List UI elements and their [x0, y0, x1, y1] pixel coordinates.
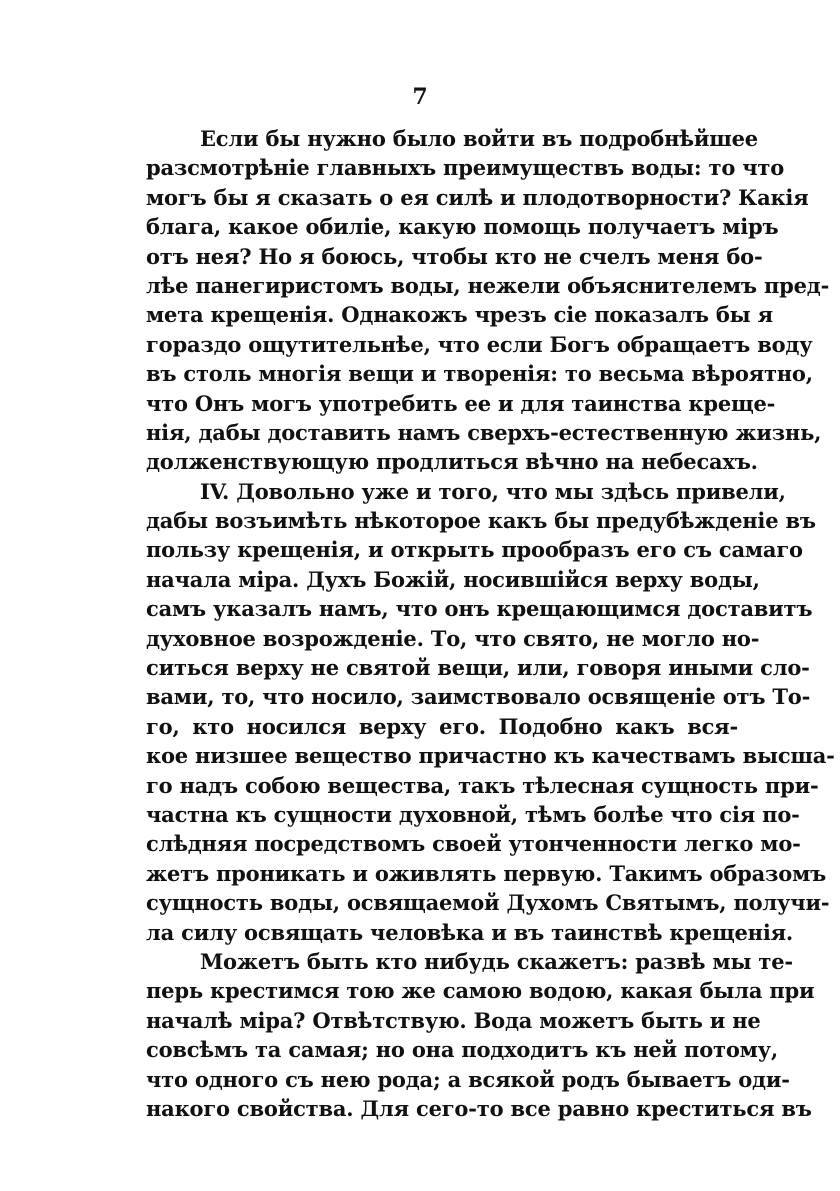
text-line: могъ бы я сказать о ея силѣ и плодотворности? Какія	[146, 184, 809, 210]
text-line: го, кто носился верху его. Подобно какъ вся-	[146, 713, 738, 739]
text-line: сущность воды, освящаемой Духомъ Святымъ, получи-	[146, 890, 830, 916]
text-line: что Онъ могъ употребить ее и для таинства креще-	[146, 390, 776, 416]
text-line: нія, дабы доставить намъ сверхъ-естественную жизнь,	[146, 419, 822, 445]
text-line: слѣдняя посредствомъ своей утонченности легко мо-	[146, 831, 801, 857]
text-line: дабы возъимѣть нѣкоторое какъ бы предубѣжденіе въ	[146, 508, 816, 534]
text-line: блага, какое обиліе, какую помощь получаетъ міръ	[146, 214, 779, 240]
text-line: кое низшее вещество причастно къ качествамъ высша-	[146, 743, 835, 769]
text-line: гораздо ощутительнѣе, что если Богъ обращаетъ воду	[146, 331, 813, 357]
text-line: совсѣмъ та самая; но она подходитъ къ ней потому,	[146, 1037, 779, 1063]
text-line: Можетъ быть кто нибудь скажетъ: развѣ мы те-	[200, 948, 793, 974]
text-line: жетъ проникать и оживлять первую. Такимъ образомъ	[146, 860, 827, 886]
text-line: IV. Довольно уже и того, что мы здѣсь привели,	[200, 478, 786, 504]
text-line: самъ указалъ намъ, что онъ крещающимся доставитъ	[146, 596, 813, 622]
text-line: разсмотрѣніе главныхъ преимуществъ воды: то что	[146, 155, 785, 181]
text-line: началѣ міра? Отвѣтствую. Вода можетъ быть и не	[146, 1007, 761, 1033]
body-text	[146, 124, 835, 1123]
text-line: ситься верху не святой вещи, или, говоря иными сло-	[146, 655, 810, 681]
text-line: духовное возрожденіе. То, что свято, не могло но-	[146, 625, 760, 651]
text-line: начала міра. Духъ Божій, носившійся верху воды,	[146, 566, 760, 592]
text-line: лѣе панегиристомъ воды, нежели объяснителемъ пред-	[146, 272, 830, 298]
text-line: вами, то, что носило, заимствовало освященіе отъ То-	[146, 684, 811, 710]
text-line: мета крещенія. Однакожъ чрезъ сіе показалъ бы я	[146, 302, 773, 328]
text-line: перь крестимся тою же самою водою, какая была при	[146, 978, 815, 1004]
text-line: въ столь многія вещи и творенія: то весьма вѣроятно,	[146, 361, 813, 387]
text-line: ла силу освящать человѣка и въ таинствѣ крещенія.	[146, 919, 794, 945]
text-line: го надъ собою вещества, такъ тѣлесная сущность при-	[146, 772, 819, 798]
text-line: частна къ сущности духовной, тѣмъ болѣе что сія по-	[146, 801, 800, 827]
text-line: отъ нея? Но я боюсь, чтобы кто не счелъ меня бо-	[146, 243, 763, 269]
page-number: 7	[412, 84, 428, 110]
text-line: накого свойства. Для сего-то все равно креститься въ	[146, 1095, 812, 1121]
text-line: долженствующую продлиться вѣчно на небесахъ.	[146, 449, 758, 475]
text-line: пользу крещенія, и открыть прообразъ его съ самаго	[146, 537, 803, 563]
text-line: Если бы нужно было войти въ подробнѣйшее	[200, 126, 758, 151]
text-line: что одного съ нею рода; а всякой родъ бываетъ оди-	[146, 1066, 790, 1092]
